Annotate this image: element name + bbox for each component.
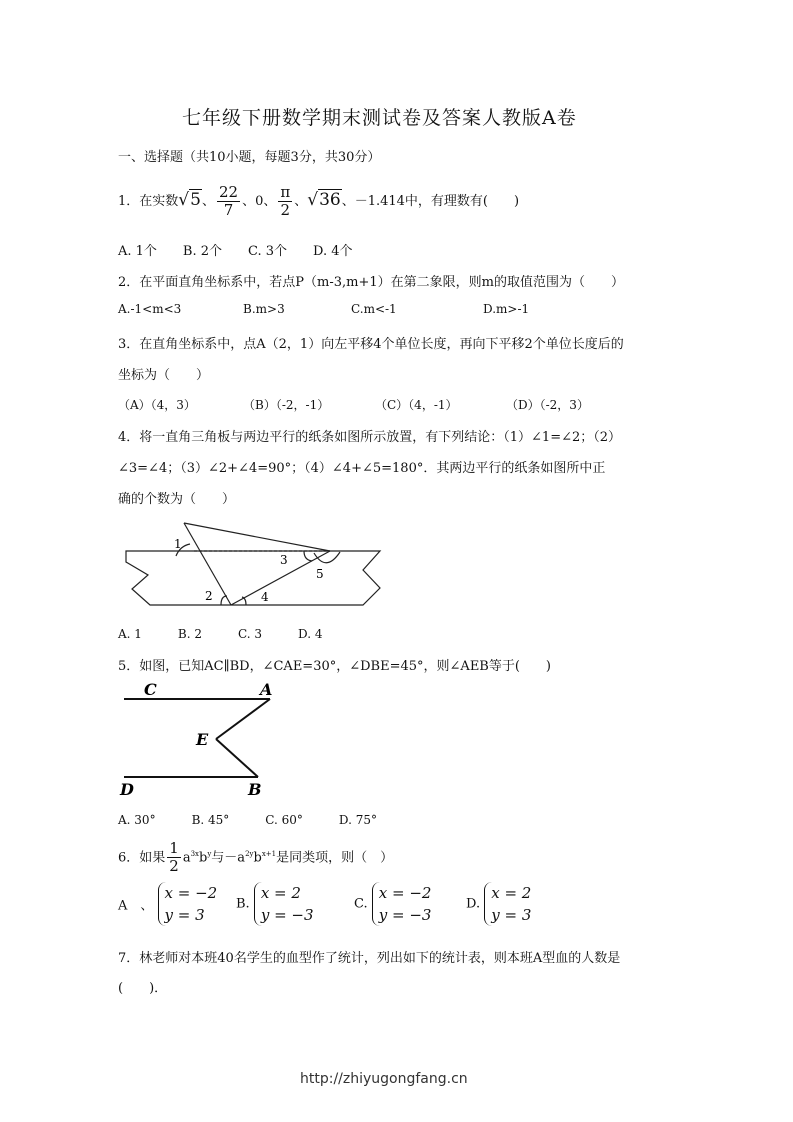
q2-option-b: B.m>3: [243, 302, 285, 316]
question-1: [118, 178, 519, 224]
q5-figure: [118, 680, 288, 798]
q3-option-d: （D）（-2，3）: [506, 398, 589, 412]
question-7-line2: ( )．: [118, 981, 168, 996]
page-title: 七年级下册数学期末测试卷及答案人教版A卷: [182, 107, 577, 129]
q4-figure: [118, 518, 388, 610]
q6-option-label: A 、: [118, 898, 154, 914]
q6-option-a: [118, 882, 217, 926]
q6-term: b: [253, 850, 262, 866]
q2-option-a: A.-1<m<3: [118, 302, 182, 316]
triangle-edge: [184, 523, 330, 551]
q6-option-d: [466, 882, 531, 926]
q1-sep: 、0、: [242, 194, 277, 209]
angle-label-2: 2: [205, 589, 213, 603]
equation-system: x = −2 y = −3: [372, 882, 432, 926]
q1-suffix: 、－1.414中，有理数有( ): [341, 194, 520, 209]
q6-term: 与－a: [211, 850, 246, 866]
q6-exponent: y: [207, 850, 212, 858]
question-3-line2: 坐标为（ ）: [118, 368, 210, 383]
question-6: [118, 834, 393, 878]
question-2: 2．在平面直角坐标系中，若点P（m-3,m+1）在第二象限，则m的取值范围为（ ）: [118, 275, 624, 290]
question-7-line1: 7．林老师对本班40名学生的血型作了统计，列出如下的统计表，则本班A型血的人数是: [118, 951, 621, 966]
footer-url: http://zhiyugongfang.cn: [300, 1071, 468, 1087]
q6-prefix: 6．如果: [118, 850, 166, 866]
sqrt-5: √5: [178, 190, 201, 210]
q3-option-c: （C）（4，-1）: [375, 398, 458, 412]
segment-eb: [216, 739, 258, 777]
point-label-e: E: [196, 730, 209, 749]
section-heading: 一、选择题（共10小题，每题3分，共30分）: [118, 150, 381, 165]
question-3-line1: 3．在直角坐标系中，点A（2，1）向左平移4个单位长度，再向下平移2个单位长度后的: [118, 337, 624, 352]
segment-ae: [216, 699, 270, 739]
q6-option-label: C.: [354, 896, 368, 912]
q6-option-label: D.: [466, 896, 481, 912]
equation-system: x = −2 y = 3: [158, 882, 218, 926]
angle-arc-3: [304, 551, 312, 561]
point-label-d: D: [120, 780, 134, 798]
angle-label-4: 4: [261, 590, 269, 604]
q6-option-label: B.: [236, 896, 250, 912]
question-4-line1: 4．将一直角三角板与两边平行的纸条如图所示放置，有下列结论：（1）∠1=∠2；（2）: [118, 430, 622, 445]
q5-options: A. 30° B. 45° C. 60° D. 75°: [118, 813, 378, 827]
point-label-c: C: [144, 680, 157, 699]
sqrt-36: √36: [307, 190, 341, 210]
question-5: 5．如图，已知AC∥BD，∠CAE=30°，∠DBE=45°，则∠AEB等于( ): [118, 659, 551, 674]
q3-option-b: （B）（-2，-1）: [243, 398, 330, 412]
fraction-22-7: $\frac{22}{7}$: [218, 182, 239, 219]
q6-suffix: 是同类项，则（ ）: [276, 850, 394, 866]
q6-option-b: [236, 882, 314, 926]
question-4-line3: 确的个数为（ ）: [118, 492, 236, 507]
angle-label-3: 3: [280, 553, 288, 567]
q6-term: b: [199, 850, 208, 866]
q6-exponent: 2y: [245, 850, 254, 858]
fraction-1-2: $\frac{1}{2}$: [169, 839, 179, 876]
angle-label-5: 5: [316, 567, 324, 581]
q3-option-a: （A）（4，3）: [118, 398, 196, 412]
q4-options: A. 1 B. 2 C. 3 D. 4: [118, 627, 323, 641]
question-4-line2: ∠3=∠4；（3）∠2+∠4=90°；（4）∠4+∠5=180°．其两边平行的纸条如图所中正: [118, 461, 606, 476]
q1-prefix: 1．在实数: [118, 194, 179, 209]
q6-option-c: [354, 882, 431, 926]
strip-outline: [126, 551, 380, 605]
equation-system: x = 2 y = 3: [484, 882, 531, 926]
q1-sep: 、: [201, 194, 215, 209]
q2-option-c: C.m<-1: [351, 302, 397, 316]
q6-exponent: x+1: [261, 850, 277, 858]
point-label-b: B: [248, 780, 262, 798]
equation-system: x = 2 y = −3: [254, 882, 314, 926]
q1-options: A. 1个 B. 2个 C. 3个 D. 4个: [118, 244, 353, 259]
q2-option-d: D.m>-1: [483, 302, 530, 316]
q6-exponent: 3x: [190, 850, 199, 858]
fraction-pi-2: $\frac{\pi}{2}$: [280, 182, 291, 219]
point-label-a: A: [260, 680, 273, 699]
q6-term: a: [182, 850, 191, 866]
q1-sep: 、: [294, 194, 308, 209]
angle-label-1: 1: [174, 537, 182, 551]
